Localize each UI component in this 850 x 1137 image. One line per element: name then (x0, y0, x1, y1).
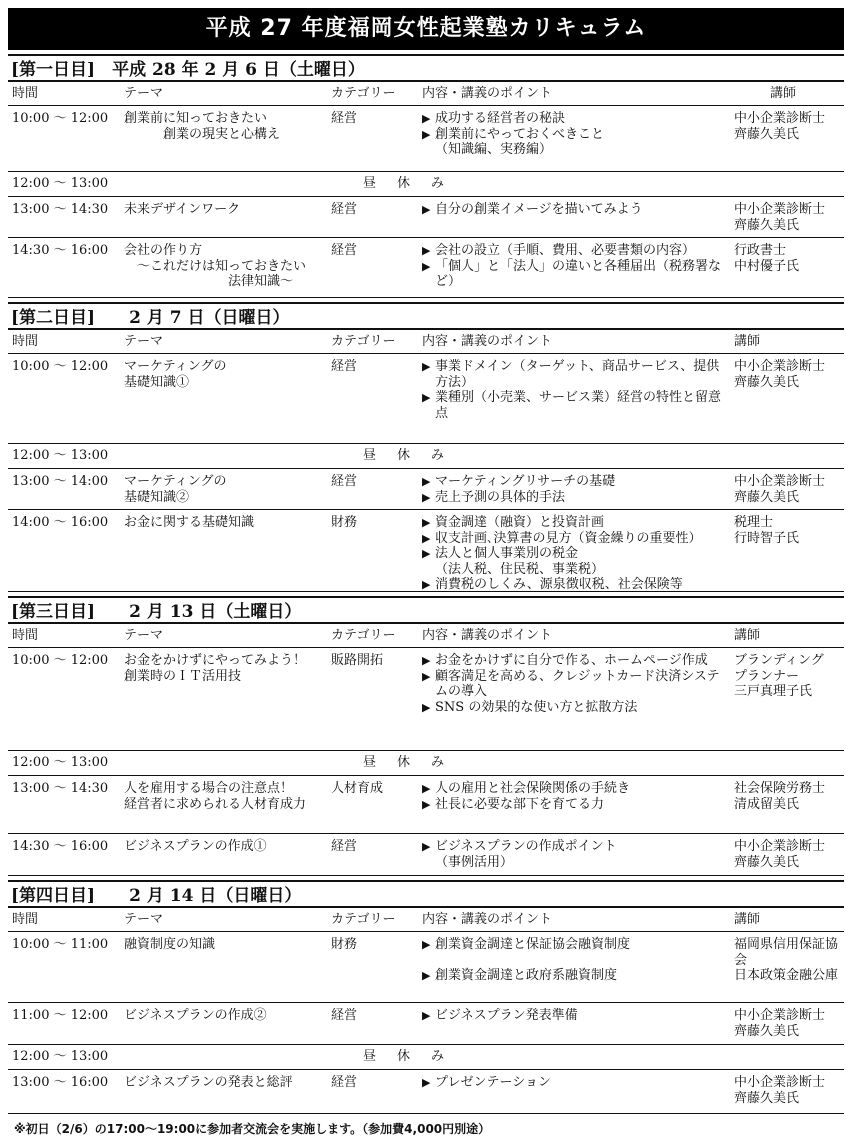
theme-line: 経営者に求められる人材育成力 (124, 796, 307, 812)
session-category: 販路開拓 (331, 653, 384, 668)
session-points (420, 1070, 730, 1113)
point-item (422, 669, 730, 700)
session-theme (120, 197, 328, 237)
session-points (420, 776, 730, 833)
point-item (422, 515, 730, 531)
table-header (8, 908, 844, 932)
header-time: 時間 (12, 85, 39, 101)
theme-line: マーケティングの (124, 474, 227, 489)
lecturer-line: ブランディング (734, 653, 824, 668)
session-points (420, 510, 730, 591)
theme-line: お金をかけずにやってみよう！ (124, 653, 307, 668)
session-time: 12:00 ～ 13:00 (12, 755, 109, 771)
theme-line: 法律知識～ (124, 274, 294, 289)
session-category: 財務 (331, 515, 358, 530)
header-points: 内容・講義のポイント (422, 333, 553, 349)
point-item (422, 390, 730, 421)
point-item (422, 531, 730, 547)
point-text: 「個人」と「法人」の違いと各種届出（税務署など） (435, 258, 722, 289)
session-row (8, 834, 844, 876)
point-item (422, 359, 730, 390)
session-time: 13:00 ～ 14:00 (12, 474, 109, 489)
header-points: 内容・講義のポイント (422, 85, 553, 101)
triangle-bullet-icon: ▶ (422, 654, 431, 667)
lecturer-line: 中小企業診断士 (734, 839, 826, 854)
session-category: 経営 (331, 1075, 358, 1090)
theme-line: 基礎知識① (124, 374, 190, 390)
theme-line: 創業前に知っておきたい (124, 111, 268, 126)
triangle-bullet-icon: ▶ (422, 516, 431, 529)
lecturer-line: 中村優子氏 (734, 258, 800, 274)
session-category: 経営 (331, 359, 358, 374)
point-text: 創業前にやっておくべきこと （知識編、実務編） (435, 126, 605, 157)
page-title: 平成 27 年度福岡女性起業塾カリキュラム (8, 8, 844, 50)
table-header (8, 82, 844, 106)
triangle-bullet-icon: ▶ (422, 531, 431, 545)
session-category: 経営 (331, 839, 358, 854)
session-lecturer (730, 648, 842, 750)
point-item (422, 653, 730, 669)
point-item (422, 490, 730, 506)
point-item (422, 259, 730, 290)
point-item (422, 577, 730, 593)
lecturer-line: 齊藤久美氏 (734, 126, 800, 142)
lecturer-line: 齊藤久美氏 (734, 1023, 800, 1039)
session-theme (120, 238, 328, 297)
header-category: カテゴリー (331, 333, 396, 349)
session-category: 経営 (331, 202, 358, 217)
header-category: カテゴリー (331, 85, 396, 101)
point-text: お金をかけずに自分で作る、ホームページ作成 (435, 653, 708, 668)
lecturer-line: 福岡県信用保証協会 (734, 937, 839, 968)
session-category: 経営 (331, 1008, 358, 1023)
header-points: 内容・講義のポイント (422, 627, 553, 643)
session-category: 経営 (331, 474, 358, 489)
session-theme (120, 1003, 328, 1044)
triangle-bullet-icon: ▶ (422, 578, 431, 591)
session-theme (120, 776, 328, 833)
point-item (422, 111, 730, 127)
lecturer-line: プランナー (734, 668, 800, 684)
theme-line: 未来デザインワーク (124, 202, 241, 217)
point-text: 社長に必要な部下を育てる力 (435, 796, 605, 812)
lecturer-line: 中小企業診断士 (734, 202, 826, 217)
lecturer-line: 齊藤久美氏 (734, 854, 800, 870)
point-text: SNS の効果的な使い方と拡散方法 (435, 699, 638, 715)
point-text: 法人と個人事業別の税金 （法人税、住民税、事業税） (435, 546, 605, 577)
point-text: 売上予測の具体的手法 (435, 489, 566, 505)
header-category: カテゴリー (331, 911, 396, 927)
triangle-bullet-icon: ▶ (422, 127, 431, 141)
point-item (422, 968, 730, 984)
lecturer-line: 社会保険労務士 (734, 781, 826, 796)
point-text: 資金調達（融資）と投資計画 (435, 515, 605, 530)
day-title: [第三日目] 2 月 13 日（土曜日） (8, 596, 844, 624)
header-lecturer: 講師 (734, 333, 761, 349)
theme-line: 創業の現実と心構え (124, 126, 281, 142)
lecturer-line: 行時智子氏 (734, 530, 800, 546)
lunch-row (8, 172, 844, 197)
lunch-break-label: 昼休み (363, 176, 466, 192)
session-row (8, 469, 844, 510)
curriculum-page (8, 0, 844, 1137)
triangle-bullet-icon: ▶ (422, 782, 431, 795)
session-points (420, 354, 730, 443)
lecturer-line: 中小企業診断士 (734, 474, 826, 489)
point-text: 顧客満足を高める、クレジットカード決済システムの導入 (435, 668, 720, 699)
session-time: 14:30 ～ 16:00 (12, 839, 109, 854)
theme-line: 創業時のＩＴ活用技 (124, 668, 242, 684)
session-theme (120, 932, 328, 1002)
theme-line: お金に関する基礎知識 (124, 515, 255, 530)
point-item (422, 700, 730, 716)
point-item (422, 1075, 730, 1091)
session-theme (120, 469, 328, 509)
session-lecturer (730, 932, 842, 1002)
triangle-bullet-icon: ▶ (422, 1009, 431, 1022)
session-points (420, 106, 730, 171)
header-category: カテゴリー (331, 627, 396, 643)
point-text: 事業ドメイン（ターゲット、商品サービス、提供方法） (435, 359, 720, 390)
point-item (422, 202, 730, 218)
session-row (8, 776, 844, 834)
theme-line: 会社の作り方 (124, 243, 203, 258)
session-time: 13:00 ～ 14:30 (12, 781, 109, 796)
triangle-bullet-icon: ▶ (422, 244, 431, 257)
session-category: 経営 (331, 243, 358, 258)
session-category: 経営 (331, 111, 358, 126)
session-time: 12:00 ～ 13:00 (12, 176, 109, 192)
session-theme (120, 354, 328, 443)
lecturer-line: 税理士 (734, 515, 774, 530)
point-item (422, 1008, 730, 1024)
triangle-bullet-icon: ▶ (422, 490, 431, 504)
session-lecturer (730, 776, 842, 833)
header-lecturer: 講師 (734, 911, 761, 927)
session-lecturer (730, 238, 842, 297)
session-points (420, 834, 730, 875)
point-text: 会社の設立（手順、費用、必要書類の内容） (435, 243, 696, 258)
lecturer-line: 日本政策金融公庫 (734, 968, 839, 983)
schedule (8, 54, 844, 1114)
lecturer-line: 齊藤久美氏 (734, 217, 800, 233)
triangle-bullet-icon: ▶ (422, 840, 431, 853)
session-lecturer (730, 197, 842, 237)
session-category: 人材育成 (331, 781, 384, 796)
session-points (420, 648, 730, 750)
session-points (420, 932, 730, 1002)
session-theme (120, 510, 328, 591)
session-row (8, 510, 844, 592)
session-lecturer (730, 1003, 842, 1044)
header-time: 時間 (12, 333, 39, 349)
point-item (422, 839, 730, 870)
point-text: ビジネスプラン発表準備 (435, 1008, 578, 1023)
session-points (420, 197, 730, 237)
lecturer-line: 齊藤久美氏 (734, 1090, 800, 1106)
lecturer-line: 齊藤久美氏 (734, 489, 800, 505)
session-time: 14:30 ～ 16:00 (12, 243, 109, 258)
point-text: マーケティングリサーチの基礎 (435, 474, 616, 489)
triangle-bullet-icon: ▶ (422, 360, 431, 373)
header-theme: テーマ (124, 333, 164, 349)
header-lecturer: 講師 (734, 627, 761, 643)
point-item (422, 546, 730, 577)
lecturer-line: 中小企業診断士 (734, 1008, 826, 1023)
header-lecturer: 講師 (770, 85, 797, 101)
session-row (8, 238, 844, 298)
session-theme (120, 648, 328, 750)
lecturer-line: 三戸真理子氏 (734, 684, 813, 699)
point-text: 消費税のしくみ、源泉徴収税、社会保険等 (435, 577, 683, 592)
session-time: 10:00 ～ 12:00 (12, 653, 109, 668)
session-theme (120, 106, 328, 171)
point-text: プレゼンテーション (435, 1075, 551, 1090)
theme-line: 基礎知識② (124, 489, 190, 505)
footer-note: ※初日（2/6）の17:00～19:00に参加者交流会を実施します。（参加費4,000円別途） (14, 1122, 491, 1136)
triangle-bullet-icon: ▶ (422, 797, 431, 811)
session-time: 12:00 ～ 13:00 (12, 448, 109, 464)
session-time: 13:00 ～ 16:00 (12, 1075, 109, 1090)
point-item (422, 243, 730, 259)
lecturer-line: 中小企業診断士 (734, 111, 826, 126)
session-theme (120, 1070, 328, 1113)
lecturer-line: 齊藤久美氏 (734, 374, 800, 390)
session-lecturer (730, 469, 842, 509)
point-item (422, 474, 730, 490)
session-row (8, 648, 844, 751)
point-text: 人の雇用と社会保険関係の手続き (435, 781, 631, 796)
lecturer-line: 中小企業診断士 (734, 1075, 826, 1090)
table-header (8, 624, 844, 648)
session-lecturer (730, 106, 842, 171)
header-time: 時間 (12, 911, 39, 927)
point-text: 創業資金調達と保証協会融資制度 (435, 937, 631, 952)
session-time: 11:00 ～ 12:00 (12, 1008, 109, 1023)
header-points: 内容・講義のポイント (422, 911, 553, 927)
lunch-break-label: 昼休み (363, 448, 466, 464)
session-row (8, 106, 844, 172)
point-text: ビジネスプランの作成ポイント （事例活用） (435, 839, 617, 870)
point-item (422, 127, 730, 158)
lunch-break-label: 昼休み (363, 1049, 466, 1065)
session-theme (120, 834, 328, 875)
header-theme: テーマ (124, 911, 164, 927)
session-lecturer (730, 354, 842, 443)
point-text: 自分の創業イメージを描いてみよう (435, 202, 643, 217)
theme-line: 融資制度の知識 (124, 937, 216, 952)
triangle-bullet-icon: ▶ (422, 259, 431, 273)
session-row (8, 354, 844, 444)
session-lecturer (730, 1070, 842, 1113)
theme-line: ビジネスプランの作成② (124, 1008, 267, 1023)
point-item (422, 797, 730, 813)
point-item (422, 937, 730, 953)
point-text: 業種別（小売業、サービス業）経営の特性と留意点 (435, 390, 722, 421)
lecturer-line: 清成留美氏 (734, 796, 800, 812)
theme-line: マーケティングの (124, 359, 227, 374)
lunch-row (8, 751, 844, 776)
triangle-bullet-icon: ▶ (422, 968, 431, 982)
session-row (8, 197, 844, 238)
lecturer-line: 行政書士 (734, 243, 787, 258)
session-row (8, 932, 844, 1003)
header-theme: テーマ (124, 627, 164, 643)
point-text: 創業資金調達と政府系融資制度 (435, 967, 618, 983)
table-header (8, 330, 844, 354)
header-theme: テーマ (124, 85, 164, 101)
session-time: 10:00 ～ 12:00 (12, 359, 109, 374)
session-time: 10:00 ～ 11:00 (12, 937, 109, 952)
session-lecturer (730, 510, 842, 591)
triangle-bullet-icon: ▶ (422, 475, 431, 488)
point-item (422, 953, 730, 968)
point-item (422, 781, 730, 797)
theme-line: ～これだけは知っておきたい (124, 258, 307, 274)
header-time: 時間 (12, 627, 39, 643)
triangle-bullet-icon: ▶ (422, 547, 431, 560)
theme-line: ビジネスプランの発表と総評 (124, 1075, 293, 1090)
lunch-row (8, 444, 844, 469)
session-points (420, 1003, 730, 1044)
triangle-bullet-icon: ▶ (422, 112, 431, 125)
session-time: 10:00 ～ 12:00 (12, 111, 109, 126)
triangle-bullet-icon: ▶ (422, 1076, 431, 1089)
day-title: [第二日目] 2 月 7 日（日曜日） (8, 302, 844, 330)
theme-line: ビジネスプランの作成① (124, 839, 267, 854)
triangle-bullet-icon: ▶ (422, 700, 431, 714)
point-text: 成功する経営者の秘訣 (435, 111, 566, 126)
lecturer-line: 中小企業診断士 (734, 359, 826, 374)
session-time: 13:00 ～ 14:30 (12, 202, 109, 217)
lunch-break-label: 昼休み (363, 755, 466, 771)
theme-line: 人を雇用する場合の注意点！ (124, 781, 294, 796)
session-category: 財務 (331, 937, 358, 952)
session-points (420, 238, 730, 297)
lunch-row (8, 1045, 844, 1070)
point-text: 収支計画､決算書の見方（資金繰りの重要性） (435, 530, 702, 546)
session-row (8, 1070, 844, 1114)
session-time: 12:00 ～ 13:00 (12, 1049, 109, 1065)
day-title: [第一日目] 平成 28 年 2 月 6 日（土曜日） (8, 54, 844, 82)
session-lecturer (730, 834, 842, 875)
triangle-bullet-icon: ▶ (422, 203, 431, 216)
session-points (420, 469, 730, 509)
day-title: [第四日目] 2 月 14 日（日曜日） (8, 880, 844, 908)
triangle-bullet-icon: ▶ (422, 669, 431, 683)
session-row (8, 1003, 844, 1045)
triangle-bullet-icon: ▶ (422, 938, 431, 951)
triangle-bullet-icon: ▶ (422, 391, 431, 404)
session-time: 14:00 ～ 16:00 (12, 515, 109, 530)
